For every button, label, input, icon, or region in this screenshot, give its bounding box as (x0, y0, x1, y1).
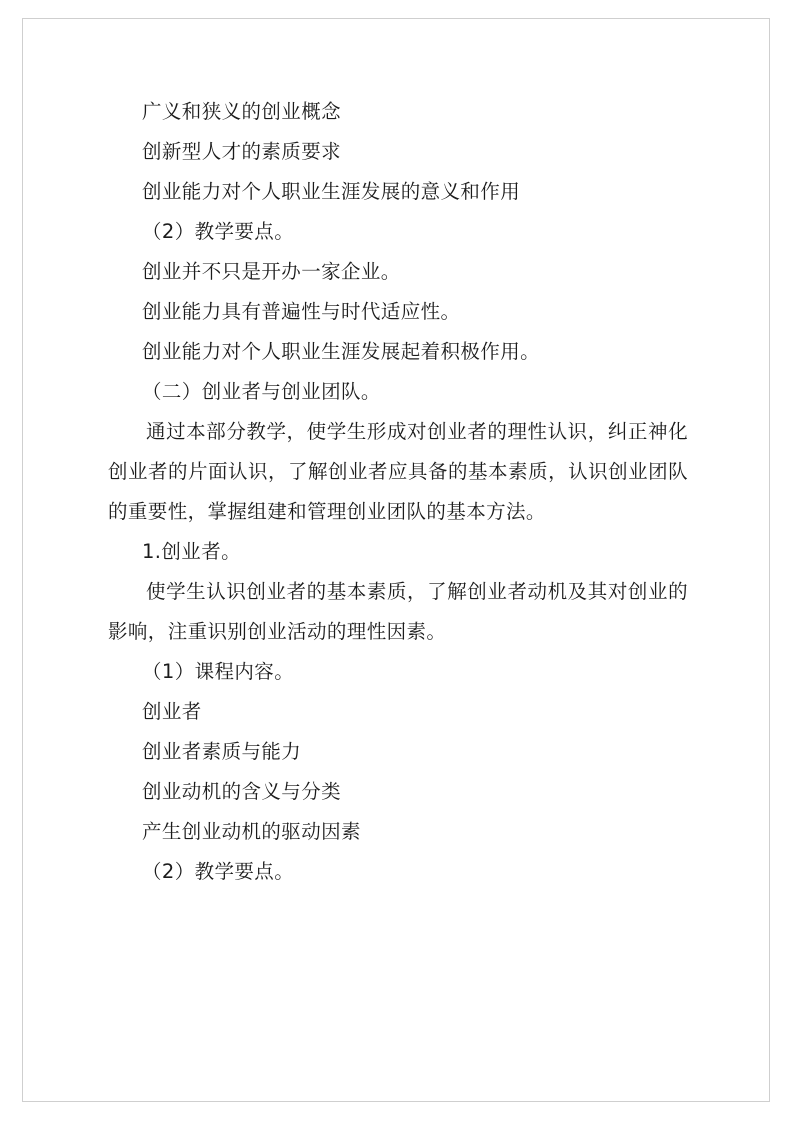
text-line: 创业能力对个人职业生涯发展的意义和作用 (142, 180, 521, 203)
text-line: 创业动机的含义与分类 (142, 780, 342, 803)
text-line: 创业能力对个人职业生涯发展起着积极作用。 (142, 340, 541, 363)
text-line: （二）创业者与创业团队。 (142, 380, 381, 403)
text-line: 创业者素质与能力 (142, 740, 302, 763)
text-line: 1.创业者。 (142, 540, 242, 563)
text-line: （2）教学要点。 (142, 860, 295, 883)
text-line: （1）课程内容。 (142, 660, 295, 683)
text-line: 创业者 (142, 700, 202, 723)
text-line: （2）教学要点。 (142, 220, 295, 243)
text-line: 创业并不只是开办一家企业。 (142, 260, 401, 283)
document-body (108, 92, 688, 892)
paragraph: 使学生认识创业者的基本素质，了解创业者动机及其对创业的影响，注重识别创业活动的理性因素。 (108, 580, 688, 643)
text-line: 创业能力具有普遍性与时代适应性。 (142, 300, 461, 323)
text-line: 创新型人才的素质要求 (142, 140, 342, 163)
paragraph: 通过本部分教学，使学生形成对创业者的理性认识，纠正神化创业者的片面认识，了解创业者应具备的基本素质，认识创业团队的重要性，掌握组建和管理创业团队的基本方法。 (108, 420, 688, 523)
text-line: 产生创业动机的驱动因素 (142, 820, 361, 843)
text-line: 广义和狭义的创业概念 (142, 100, 342, 123)
